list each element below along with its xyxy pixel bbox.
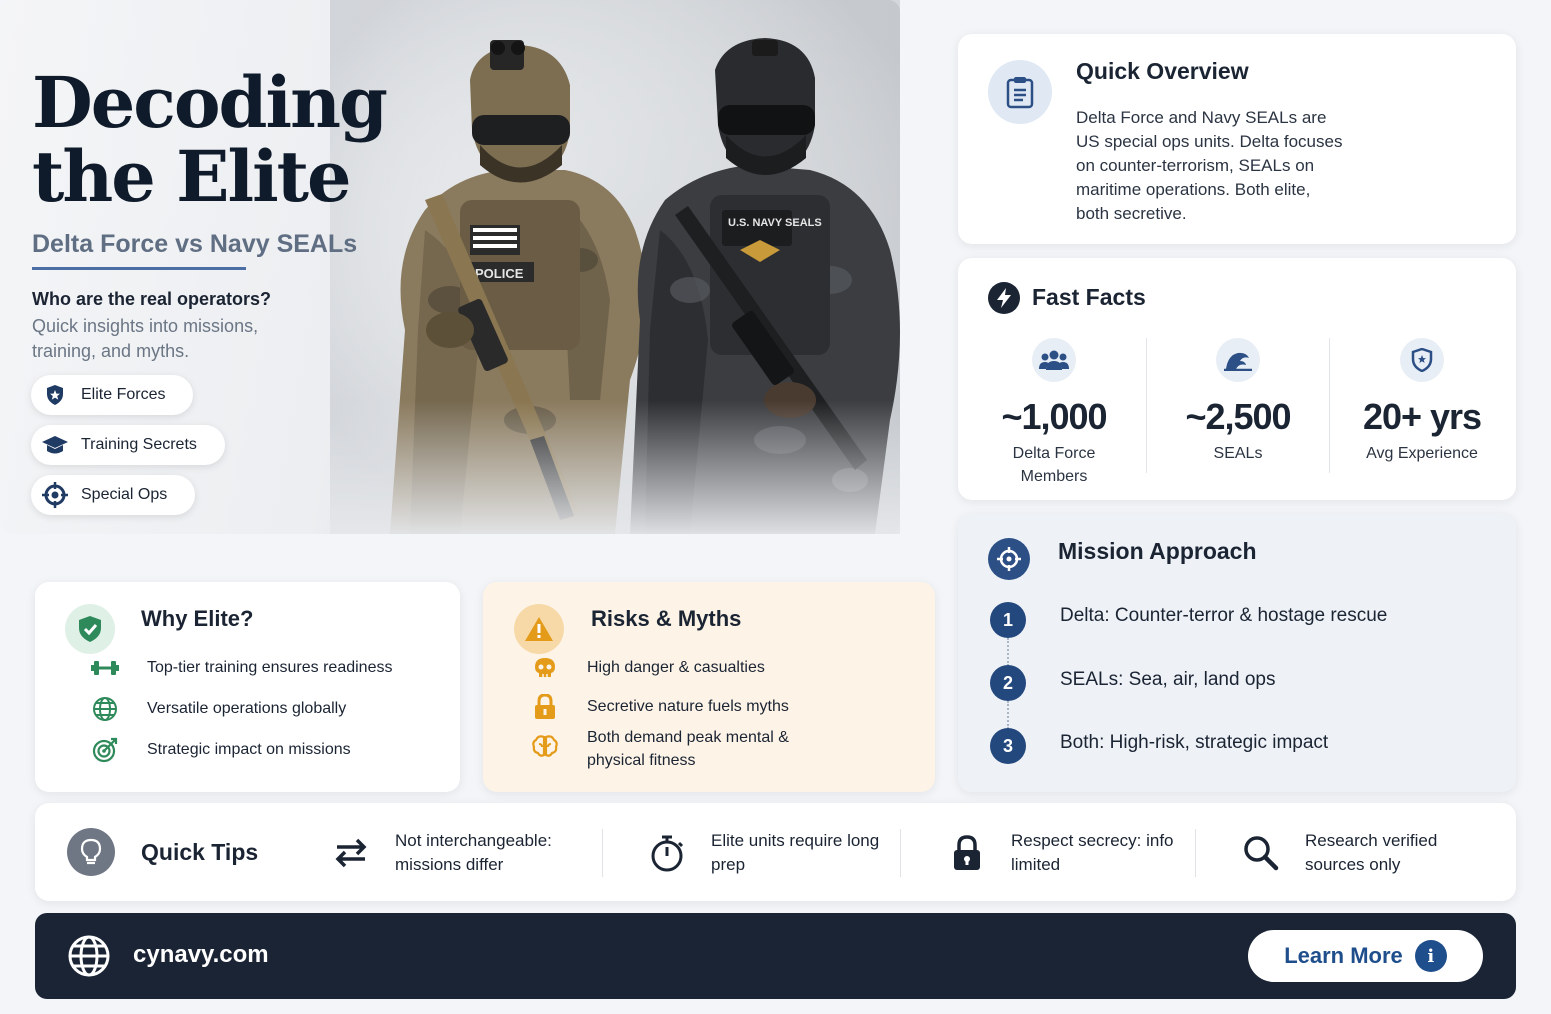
why-title: Why Elite? (141, 606, 254, 631)
list-item-text: Strategic impact on missions (147, 741, 351, 758)
list-item (91, 695, 346, 723)
list-item-text: Both demand peak mental & physical fitness (587, 729, 789, 769)
fact-delta-members (964, 338, 1144, 488)
tip-text: Elite units require long prep (711, 831, 880, 874)
tip-item (331, 829, 585, 877)
warning-icon (514, 604, 564, 654)
pill-special-ops[interactable] (31, 475, 195, 515)
overview-title: Quick Overview (1076, 58, 1249, 84)
skull-icon (531, 654, 559, 682)
lock-icon (531, 693, 559, 721)
fact-value: 20+ yrs (1362, 396, 1482, 437)
pill-label: Elite Forces (81, 386, 166, 403)
swap-arrows-icon (331, 833, 371, 873)
shield-check-icon (65, 604, 115, 654)
padlock-icon (947, 833, 987, 873)
subtitle-underline (32, 267, 246, 270)
fact-seals (1148, 338, 1328, 465)
target-icon (91, 736, 119, 764)
wave-icon (1216, 338, 1260, 382)
lightbulb-icon (67, 828, 115, 876)
tip-divider (602, 829, 603, 877)
fact-divider (1146, 338, 1147, 473)
step-text: Both: High-risk, strategic impact (1060, 732, 1329, 753)
list-item (91, 654, 392, 682)
pill-label: Special Ops (81, 486, 168, 503)
list-item (531, 726, 817, 772)
quick-overview-card (958, 34, 1516, 244)
list-item-text: Versatile operations globally (147, 700, 347, 717)
stopwatch-icon (647, 833, 687, 873)
crosshair-icon (988, 538, 1030, 580)
hero-description: Quick insights into missions, training, and myths. (32, 316, 259, 361)
footer-bar (35, 913, 1516, 999)
list-item (91, 736, 351, 764)
tip-text: Not interchangeable: missions differ (395, 831, 552, 874)
tip-text: Research verified sources only (1305, 831, 1438, 874)
overview-body: Delta Force and Navy SEALs are US special ops units. Delta focuses on counter-terrorism, SEALs on maritime operations. Both elite, both secretive. (1076, 108, 1343, 223)
dumbbell-icon (91, 654, 119, 682)
tip-item (647, 829, 901, 877)
graduation-cap-icon (41, 431, 69, 459)
crosshair-icon (41, 481, 69, 509)
fact-label: Delta Force Members (1012, 445, 1096, 485)
step-text: Delta: Counter-terror & hostage rescue (1060, 605, 1388, 626)
pill-elite-forces[interactable] (31, 375, 193, 415)
tips-title: Quick Tips (141, 839, 259, 865)
fact-divider (1329, 338, 1330, 473)
magnifier-icon (1241, 833, 1281, 873)
list-item-text: Secretive nature fuels myths (587, 698, 789, 715)
pill-training-secrets[interactable] (31, 425, 225, 465)
brain-icon (531, 732, 559, 760)
why-elite-card (35, 582, 460, 792)
fact-label: SEALs (1213, 445, 1263, 462)
lightning-icon (988, 282, 1020, 314)
fact-label: Avg Experience (1366, 445, 1478, 462)
list-item (531, 693, 789, 721)
info-icon: i (1415, 940, 1447, 972)
soldiers-illustration (330, 0, 900, 534)
tip-divider (900, 829, 901, 877)
list-item (531, 654, 765, 682)
mission-approach-card (958, 514, 1516, 792)
step-number: 3 (990, 728, 1026, 764)
fast-facts-card (958, 258, 1516, 500)
facts-title: Fast Facts (1032, 284, 1146, 310)
tip-item (1241, 829, 1495, 877)
step-text: SEALs: Sea, air, land ops (1060, 669, 1276, 690)
step-connector (1007, 701, 1009, 729)
hero-question: Who are the real operators? (32, 289, 272, 309)
globe-icon (91, 695, 119, 723)
hero-subtitle: Delta Force vs Navy SEALs (32, 230, 358, 258)
tip-text: Respect secrecy: info limited (1011, 831, 1174, 874)
list-item-text: Top-tier training ensures readiness (147, 659, 393, 676)
fact-experience (1332, 338, 1512, 465)
learn-more-label: Learn More (1284, 943, 1403, 968)
pill-label: Training Secrets (81, 436, 197, 453)
fact-value: ~2,500 (1185, 396, 1291, 437)
globe-icon (67, 934, 111, 978)
quick-tips-bar (35, 803, 1516, 901)
hero-title: Decoding the Elite (32, 61, 386, 218)
step-number: 2 (990, 665, 1026, 701)
group-icon (1032, 338, 1076, 382)
learn-more-button[interactable] (1248, 930, 1483, 982)
mission-title: Mission Approach (1058, 538, 1257, 564)
fact-value: ~1,000 (1001, 396, 1107, 437)
step-connector (1007, 638, 1009, 666)
site-url[interactable]: cynavy.com (133, 941, 269, 968)
tip-divider (1195, 829, 1196, 877)
step-number: 1 (990, 602, 1026, 638)
clipboard-icon (988, 60, 1052, 124)
shield-star-icon (41, 381, 69, 409)
tip-item (947, 829, 1201, 877)
risks-title: Risks & Myths (591, 606, 742, 631)
risks-myths-card (483, 582, 935, 792)
shield-icon (1400, 338, 1444, 382)
list-item-text: High danger & casualties (587, 659, 765, 676)
hero-banner (0, 0, 900, 534)
